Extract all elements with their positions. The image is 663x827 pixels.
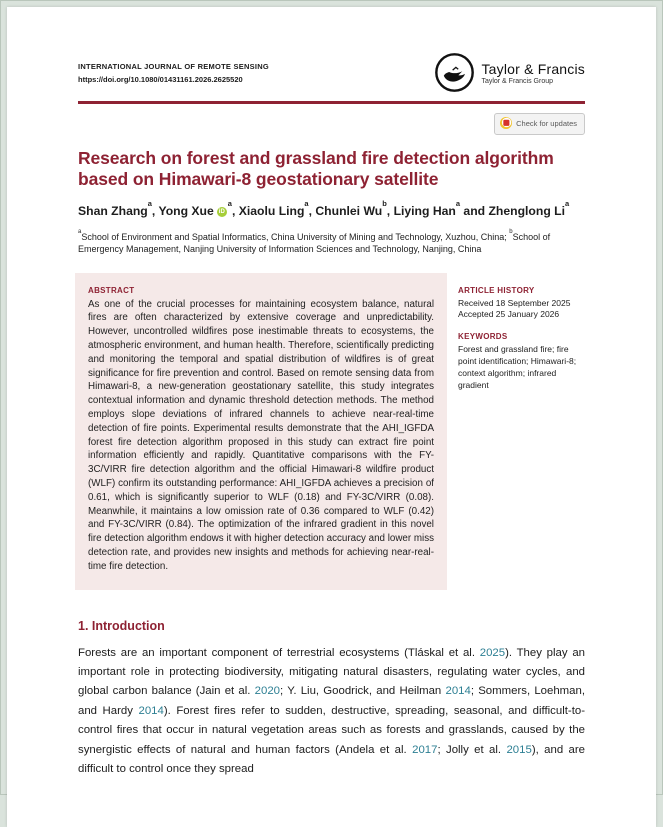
updates-row: [78, 113, 585, 133]
abstract-text: As one of the crucial processes for maintaining ecosystem balance, natural fires are often characterized by extensive coverage and unpredictability. However, uncontrolled wildfires pose inestimable threats to ecosystems, the atmospheric environment, and human health. Therefore, scientifically predicting and monitoring the temporal and spatial distribution of wildfires is of great significance for fire prevention and control. Based on remote sensing data from Himawari-8, a new-generation geostationary satellite, this study integrates contextual information and dynamic threshold detection methods. The method employs slope deviations of infrared channels to achieve near-real-time detection of fire points. Experimental results demonstrate that the AHI_IGFDA forest fire detection algorithm proposed in this study can extract fire point information efficiently and rapidly. Quantitative comparisons with the FY-3C/VIRR fire detection algorithm and the official Himawari-8 wildfire product (WLF) confirm its outstanding performance: AHI_IGFDA achieves a precision of 0.61, which is significantly superior to WLF (0.18) and FY-3C/VIRR (0.08). Meanwhile, it maintains a low omission rate of 0.36 compared to WLF (0.42) and FY-3C/VIRR (0.84). The optimization of the infrared gradient in this novel fire detection algorithm endows it with higher detection accuracy and lower miss detection rate, and provides new insights and methods for achieving near-real-time fire detection.: [88, 298, 434, 572]
abstract-section: [75, 273, 447, 590]
affiliation-sup: a: [78, 228, 82, 235]
article-info-column: [447, 273, 585, 590]
keywords-label: KEYWORDS: [458, 332, 508, 342]
journal-page: [7, 7, 656, 827]
title-line-2: based on Himawari-8 geostationary satellite: [78, 168, 439, 189]
citation-year-link[interactable]: 2014: [445, 685, 471, 698]
author-affiliation-sup: b: [382, 198, 387, 208]
check-updates-label: Check for updates: [516, 119, 577, 128]
history-item: Accepted 25 January 2026: [458, 309, 560, 320]
tf-logo-group: Taylor & Francis Group: [481, 77, 554, 85]
author-affiliation-sup: a: [227, 198, 232, 208]
journal-header: [78, 62, 585, 93]
tf-logo-text: [481, 61, 585, 85]
author-name: Shan Zhang: [78, 203, 148, 218]
citation-year-link[interactable]: 2014: [138, 704, 164, 717]
affiliation-sup: b: [509, 228, 513, 235]
citation-year-link[interactable]: 2017: [412, 743, 438, 756]
citation-year-link[interactable]: 2025: [479, 646, 506, 659]
author-affiliation-sup: a: [304, 198, 309, 208]
author-name: Xiaolu Ling: [238, 203, 305, 218]
citation-year-link[interactable]: 2020: [254, 685, 281, 698]
author-name: Chunlei Wu: [315, 203, 383, 218]
check-updates-button[interactable]: [494, 113, 585, 135]
citation-year-link[interactable]: 2015: [506, 743, 532, 756]
crossmark-icon: [500, 117, 512, 131]
intro-heading: 1. Introduction: [78, 618, 165, 633]
author-name: Zhenglong Li: [488, 203, 565, 218]
author-name: Yong Xue: [158, 203, 214, 218]
taylor-francis-logo: [434, 52, 585, 93]
tf-logo-name: Taylor & Francis: [481, 60, 585, 77]
article-title: [78, 148, 585, 190]
title-line-1: Research on forest and grassland fire detection algorithm: [78, 147, 554, 168]
author-affiliation-sup: a: [147, 198, 152, 208]
intro-paragraph: Forests are an important component of terrestrial ecosystems (Tláskal et al. 2025). They play an important role in protecting biodiversity, mitigating natural disasters, regulating water cycles, and global carbon balance (Jain et al. 2020; Y. Liu, Goodrick, and Heilman 2014; Sommers, Loehman, and Hardy 2014). Forest fires refer to sudden, destructive, spreading, seasonal, and difficult-to-control fires that occur in natural vegetation areas such as forests and grasslands, caused by the synergistic effects of natural and human factors (Andela et al. 2017; Jolly et al. 2015), and are difficult to control once they spread: [78, 646, 585, 775]
journal-meta: [78, 62, 269, 84]
header-rule: [78, 101, 585, 104]
doi-link[interactable]: https://doi.org/10.1080/01431161.2026.2625520: [78, 75, 243, 84]
abstract-label: ABSTRACT: [88, 285, 135, 295]
journal-name: INTERNATIONAL JOURNAL OF REMOTE SENSING: [78, 62, 270, 71]
keywords-text: Forest and grassland fire; fire point identification; Himawari-8; context algorithm; infrared gradient: [458, 344, 577, 390]
article-history-items: [458, 298, 585, 322]
abstract-region: [78, 273, 585, 590]
article-history-label: ARTICLE HISTORY: [458, 285, 535, 295]
tf-lamp-icon: [434, 52, 475, 93]
author-affiliation-sup: a: [455, 198, 461, 208]
history-item: Received 18 September 2025: [458, 297, 571, 308]
orcid-icon[interactable]: iD: [218, 208, 225, 215]
author-name: Liying Han: [393, 203, 456, 218]
affiliations: $^a$School of Environment and Spatial Informatics, China University of Mining and Technology, Xuzhou, China; $^b$School of Emergency Management, Nanjing University of Information Sciences and Technology, Nanjing, China: [78, 228, 551, 255]
author-list: Shan Zhang$^a$, Yong Xue $iD^a$, Xiaolu Ling$^a$, Chunlei Wu$^b$, Liying Han$^a$ and Zhenglong Li$^a$: [78, 198, 570, 218]
author-affiliation-sup: a: [564, 198, 570, 208]
